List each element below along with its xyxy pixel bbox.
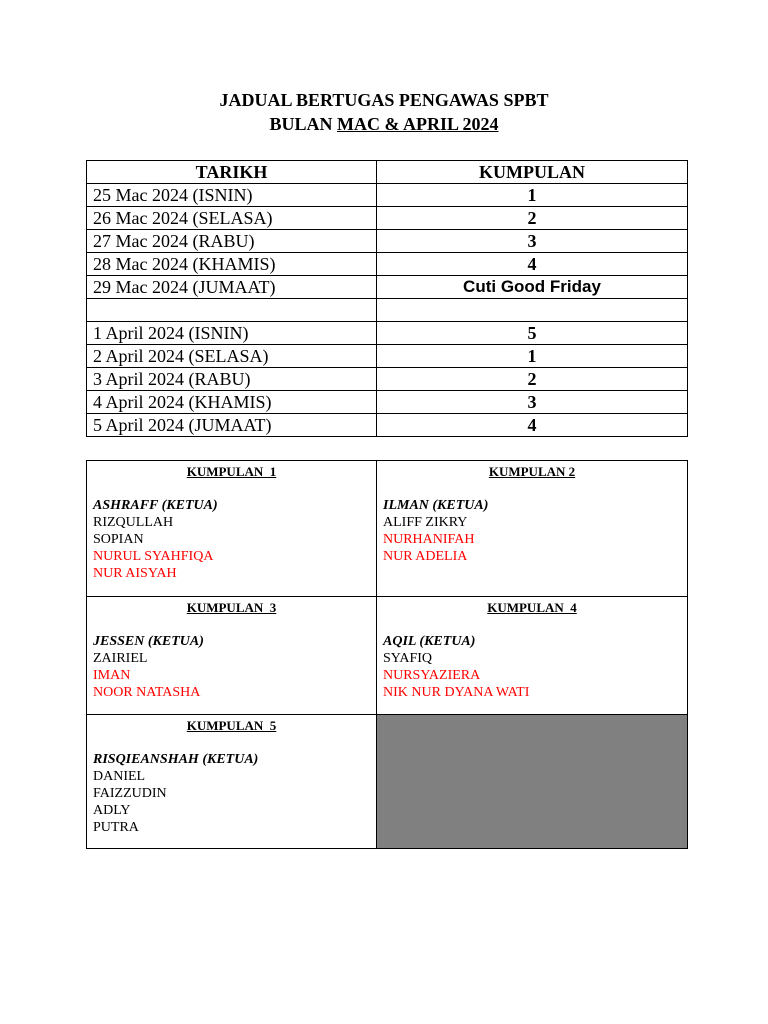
group-member: NIK NUR DYANA WATI [383,685,530,700]
schedule-group: 4 [377,414,688,437]
group-cell-1 [87,461,377,597]
subtitle-prefix: BULAN [269,114,337,134]
schedule-row [87,368,688,391]
group-members-table [86,460,688,849]
group-cell-5 [87,715,377,849]
schedule-date: 28 Mac 2024 (KHAMIS) [87,253,377,276]
group-member: ADLY [93,803,131,818]
schedule-row [87,207,688,230]
schedule-group: 1 [377,184,688,207]
schedule-row [87,184,688,207]
group-member: NUR AISYAH [93,566,177,581]
document-title: JADUAL BERTUGAS PENGAWAS SPBT [219,90,549,110]
schedule-date: 26 Mac 2024 (SELASA) [87,207,377,230]
group-title: KUMPULAN 4 [487,600,577,615]
schedule-date: 2 April 2024 (SELASA) [87,345,377,368]
schedule-group: 3 [377,230,688,253]
group-member: SOPIAN [93,532,144,547]
schedule-group: 4 [377,253,688,276]
subtitle-period: MAC & APRIL 2024 [337,114,499,134]
group-member: NUR ADELIA [383,549,468,564]
group-member: FAIZZUDIN [93,786,167,801]
document-subtitle [0,113,768,135]
group-cell-4 [377,597,688,715]
schedule-date: 27 Mac 2024 (RABU) [87,230,377,253]
group-leader: AQIL (KETUA) [383,634,476,649]
group-member: RIZQULLAH [93,515,174,530]
schedule-date [87,299,377,322]
schedule-row [87,322,688,345]
group-title: KUMPULAN 2 [488,464,576,479]
group-member: ALIFF ZIKRY [383,515,468,530]
schedule-header-row [87,161,688,184]
schedule-row [87,276,688,299]
schedule-date: 1 April 2024 (ISNIN) [87,322,377,345]
group-member: IMAN [93,668,131,683]
duty-schedule-table [86,160,688,437]
schedule-date: 5 April 2024 (JUMAAT) [87,414,377,437]
schedule-group: 5 [377,322,688,345]
schedule-group [377,299,688,322]
schedule-row [87,345,688,368]
schedule-date: 3 April 2024 (RABU) [87,368,377,391]
group-member: ZAIRIEL [93,651,148,666]
group-leader: ASHRAFF (KETUA) [93,498,218,513]
schedule-date: 25 Mac 2024 (ISNIN) [87,184,377,207]
group-member: PUTRA [93,820,139,835]
group-member: NURUL SYAHFIQA [93,549,214,564]
schedule-date: 4 April 2024 (KHAMIS) [87,391,377,414]
header-kumpulan: KUMPULAN [377,161,688,184]
group-cell-2 [377,461,688,597]
schedule-row [87,253,688,276]
group-member: SYAFIQ [383,651,433,666]
schedule-date: 29 Mac 2024 (JUMAAT) [87,276,377,299]
group-leader: RISQIEANSHAH (KETUA) [93,752,259,767]
schedule-group-holiday: Cuti Good Friday [377,276,688,299]
schedule-row [87,414,688,437]
schedule-row [87,391,688,414]
empty-shaded-cell [377,715,688,849]
group-title: KUMPULAN 5 [186,718,277,733]
group-member: NURHANIFAH [383,532,475,547]
schedule-group: 3 [377,391,688,414]
header-tarikh: TARIKH [87,161,377,184]
group-title: KUMPULAN 1 [186,464,277,479]
schedule-group: 2 [377,368,688,391]
group-cell-3 [87,597,377,715]
group-member: DANIEL [93,769,146,784]
group-leader: JESSEN (KETUA) [93,634,204,649]
schedule-group: 1 [377,345,688,368]
schedule-row-empty [87,299,688,322]
group-leader: ILMAN (KETUA) [383,498,489,513]
group-member: NOOR NATASHA [93,685,201,700]
schedule-row [87,230,688,253]
schedule-group: 2 [377,207,688,230]
group-member: NURSYAZIERA [383,668,481,683]
group-title: KUMPULAN 3 [186,600,277,615]
